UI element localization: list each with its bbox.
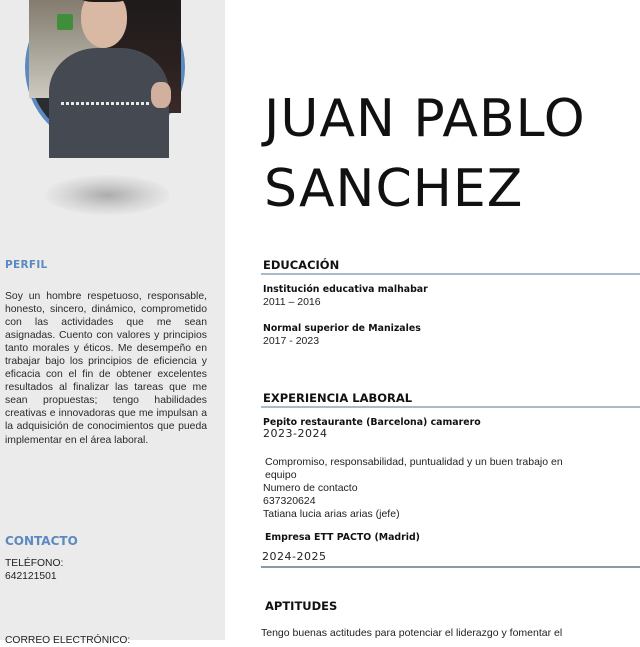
- photo-shadow: [45, 175, 170, 215]
- education-item-dates: 2017 - 2023: [263, 335, 320, 347]
- perfil-heading: PERFIL: [5, 259, 48, 271]
- experience-contact-label: Numero de contacto: [263, 482, 358, 494]
- name-second-line: SANCHEZ: [264, 159, 524, 219]
- name-first-line: JUAN PABLO: [264, 89, 586, 149]
- education-title: EDUCACIÓN: [263, 258, 340, 272]
- candidate-name: [264, 84, 586, 224]
- profile-photo: [25, 0, 185, 148]
- education-item-institution: Institución educativa malhabar: [263, 284, 428, 295]
- phone-value: 642121501: [5, 571, 57, 582]
- experience-item-dates: 2023-2024: [263, 427, 328, 440]
- experience-item-title: Empresa ETT PACTO (Madrid): [265, 532, 420, 543]
- education-item-institution: Normal superior de Manizales: [263, 323, 421, 334]
- sidebar: [0, 0, 225, 646]
- email-label: CORREO ELECTRÓNICO:: [5, 635, 131, 646]
- experience-contact-name: Tatiana lucia arias arias (jefe): [263, 508, 400, 520]
- experience-item-description: Compromiso, responsabilidad, puntualidad y un buen trabajo en: [265, 456, 563, 468]
- experience-item-title: Pepito restaurante (Barcelona) camarero: [263, 417, 481, 428]
- experience-item-divider: [261, 566, 640, 568]
- experience-item-description-cont: equipo: [265, 469, 297, 481]
- experience-item-dates: 2024-2025: [262, 550, 327, 563]
- experience-title: EXPERIENCIA LABORAL: [263, 391, 413, 405]
- perfil-text: Soy un hombre respetuoso, responsable, honesto, sincero, dinámico, comprometido con las actividades que me sean asignadas. Cuento con valores y principios tanto morales y éticos. Me desempeño en trabajar bajo los principios de eficiencia y eficacia con el fin de obtener excelentes resultados al finalizar las tareas que me sean propuestas; tengo habilidades creativas e innovadoras que me impulsan a la adquisición de conocimientos que pueda implementar en el área laboral.: [5, 291, 207, 446]
- contact-heading: CONTACTO: [5, 534, 78, 548]
- experience-contact-phone: 637320624: [263, 495, 316, 507]
- skills-title: APTITUDES: [265, 599, 338, 613]
- phone-label: TELÉFONO:: [5, 558, 64, 569]
- experience-divider: [261, 406, 640, 408]
- education-divider: [261, 273, 640, 275]
- education-item-dates: 2011 – 2016: [263, 296, 321, 308]
- skills-text: Tengo buenas actitudes para potenciar el liderazgo y fomentar el: [261, 627, 563, 639]
